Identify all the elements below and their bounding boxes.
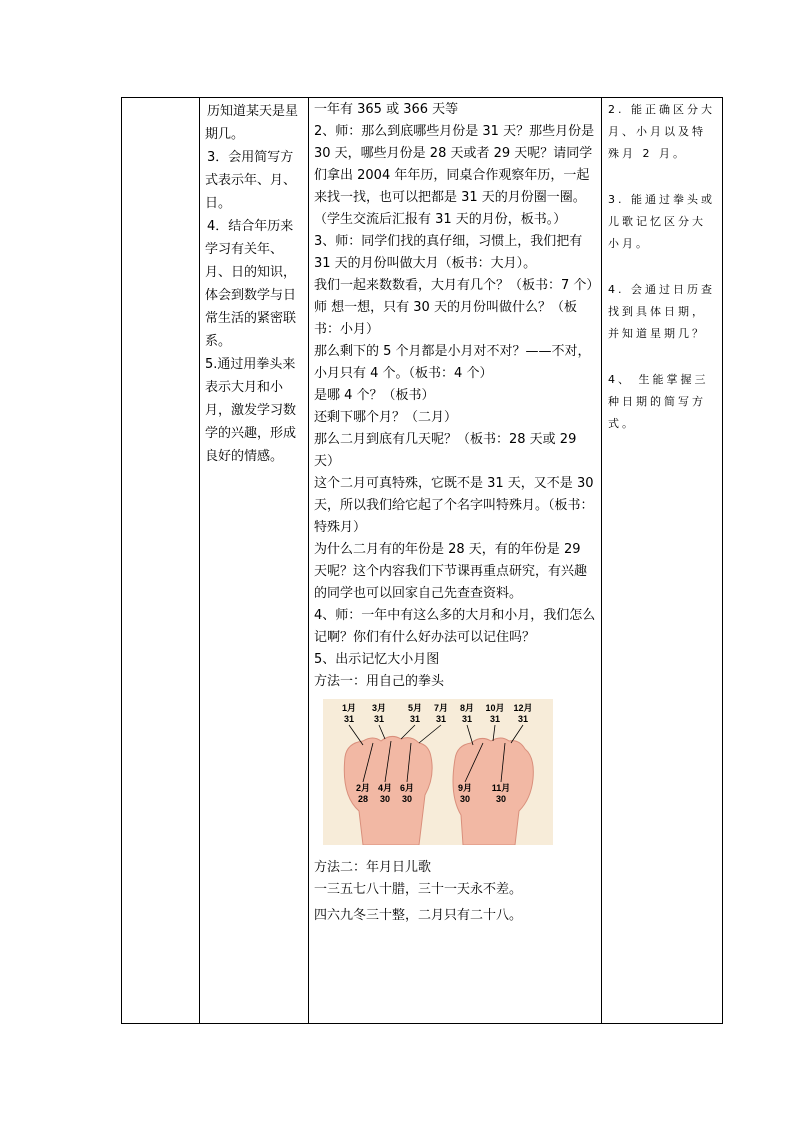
- goals-cell: [602, 97, 723, 459]
- goal-line: 4. 会通过日历查找到具体日期，并知道星期几？: [608, 283, 715, 340]
- process-line: 5、出示记忆大小月图: [314, 652, 440, 667]
- knuckle-month-label: 5月: [407, 703, 423, 713]
- knuckle-month-label: 12月: [513, 703, 533, 713]
- valley-days-label: 30: [459, 794, 471, 804]
- objective-line: 历知道某天是星期几。: [205, 104, 299, 142]
- objectives-cell: [200, 97, 308, 468]
- knuckle-days-label: 31: [461, 714, 473, 724]
- table-bottom-border: [121, 1023, 723, 1024]
- valley-days-label: 30: [401, 794, 413, 804]
- teaching-process-cell: [309, 97, 601, 927]
- process-line: 为什么二月有的年份是 28 天，有的年份是 29 天呢？这个内容我们下节课再重点研究，有兴趣的同学也可以回家自己先查查资料。: [314, 542, 588, 601]
- knuckle-month-label: 8月: [459, 703, 475, 713]
- valley-month-label: 9月: [457, 783, 473, 793]
- knuckle-days-label: 31: [435, 714, 447, 724]
- process-line: 那么二月到底有几天呢？（板书：28 天或 29 天）: [314, 432, 577, 469]
- process-line: 一三五七八十腊，三十一天永不差。: [314, 882, 523, 897]
- knuckle-month-label: 1月: [341, 703, 357, 713]
- process-line: 2、师：那么到底哪些月份是 31 天？那些月份是 30 天，哪些月份是 28 天或者 29 天呢？请同学们拿出 2004 年年历，同桌合作观察年历，一起来找一找，也可以把都是 31 天的月份圈一圈。: [314, 124, 595, 205]
- fist-month-diagram: [323, 699, 553, 845]
- process-line: 还剩下哪个月？（二月）: [314, 410, 458, 425]
- knuckle-days-label: 31: [343, 714, 355, 724]
- valley-days-label: 30: [379, 794, 391, 804]
- objective-line: 5.通过用拳头来表示大月和小月，激发学习数学的兴趣，形成良好的情感。: [205, 357, 297, 464]
- knuckle-days-label: 31: [373, 714, 385, 724]
- process-line: 四六九冬三十整，二月只有二十八。: [314, 908, 523, 923]
- process-line: 那么剩下的 5 个月都是小月对不对？——不对，小月只有 4 个。（板书：4 个）: [314, 344, 591, 381]
- process-line: 是哪 4 个？（板书）: [314, 388, 435, 403]
- knuckle-month-label: 3月: [371, 703, 387, 713]
- knuckle-days-label: 31: [517, 714, 529, 724]
- goal-line: 4、 生能掌握三种日期的简写方式。: [608, 373, 709, 430]
- lesson-table: [121, 97, 723, 1023]
- objective-line: 4．结合年历来学习有关年、月、日的知识，体会到数学与日常生活的紧密联系。: [205, 219, 297, 349]
- valley-month-label: 2月: [355, 783, 371, 793]
- valley-days-label: 28: [357, 794, 369, 804]
- objective-line: 3．会用简写方式表示年、月、日。: [205, 150, 297, 211]
- process-line: 这个二月可真特殊，它既不是 31 天，又不是 30 天，所以我们给它起了个名字叫特殊月。（板书：特殊月）: [314, 476, 594, 535]
- goal-line: 3. 能通过拳头或儿歌记忆区分大小月。: [608, 193, 715, 250]
- knuckle-days-label: 31: [409, 714, 421, 724]
- valley-month-label: 4月: [377, 783, 393, 793]
- valley-days-label: 30: [495, 794, 507, 804]
- knuckle-month-label: 7月: [433, 703, 449, 713]
- process-line: （学生交流后汇报有 31 天的月份，板书。）: [314, 212, 567, 227]
- col-border-1: [121, 97, 122, 1023]
- process-line: 方法二：年月日儿歌: [314, 860, 432, 875]
- process-line: 3、师：同学们找的真仔细，习惯上，我们把有 31 天的月份叫做大月（板书：大月）。: [314, 234, 583, 271]
- process-line: 4、师：一年中有这么多的大月和小月，我们怎么记啊？你们有什么好办法可以记住吗？: [314, 608, 596, 645]
- process-line: 一年有 365 或 366 天等: [314, 102, 459, 117]
- knuckle-days-label: 31: [489, 714, 501, 724]
- valley-month-label: 11月: [491, 783, 511, 793]
- valley-month-label: 6月: [399, 783, 415, 793]
- knuckle-month-label: 10月: [485, 703, 505, 713]
- process-line: 方法一：用自己的拳头: [314, 674, 445, 689]
- process-line: 我们一起来数数看，大月有几个？（板书：7 个）师 想一想，只有 30 天的月份叫做什么？（板书：小月）: [314, 278, 593, 337]
- goal-line: 2. 能正确区分大月、小月以及特殊月 2 月。: [608, 103, 715, 160]
